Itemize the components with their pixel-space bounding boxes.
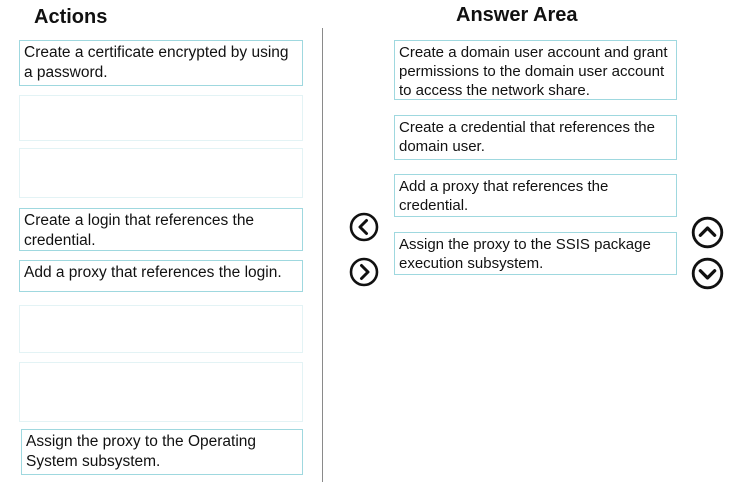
answer-item-create-credential[interactable]: Create a credential that references the domain user. xyxy=(394,115,677,160)
action-item-empty-slot[interactable] xyxy=(19,95,303,141)
chevron-left-circle-icon xyxy=(349,212,379,242)
action-item-empty-slot[interactable] xyxy=(19,148,303,198)
column-divider xyxy=(322,28,323,482)
action-item-empty-slot[interactable] xyxy=(19,305,303,353)
action-item-assign-proxy-os[interactable]: Assign the proxy to the Operating System subsystem. xyxy=(21,429,303,475)
action-item-empty-slot[interactable] xyxy=(19,362,303,422)
answer-area-heading: Answer Area xyxy=(456,4,578,26)
chevron-right-circle-icon xyxy=(349,257,379,287)
chevron-up-circle-icon xyxy=(691,216,724,249)
action-item-create-login[interactable]: Create a login that references the credential. xyxy=(19,208,303,251)
move-up-button[interactable] xyxy=(691,216,724,249)
move-down-button[interactable] xyxy=(691,257,724,290)
answer-item-create-domain-user[interactable]: Create a domain user account and grant permissions to the domain user account to access the network share. xyxy=(394,40,677,100)
action-item-add-proxy-login[interactable]: Add a proxy that references the login. xyxy=(19,260,303,292)
actions-heading: Actions xyxy=(34,6,108,28)
chevron-down-circle-icon xyxy=(691,257,724,290)
move-left-button[interactable] xyxy=(349,212,379,242)
answer-item-assign-proxy-ssis[interactable]: Assign the proxy to the SSIS package execution subsystem. xyxy=(394,232,677,275)
answer-item-add-proxy-credential[interactable]: Add a proxy that references the credential. xyxy=(394,174,677,217)
move-right-button[interactable] xyxy=(349,257,379,287)
action-item-create-certificate[interactable]: Create a certificate encrypted by using a password. xyxy=(19,40,303,86)
